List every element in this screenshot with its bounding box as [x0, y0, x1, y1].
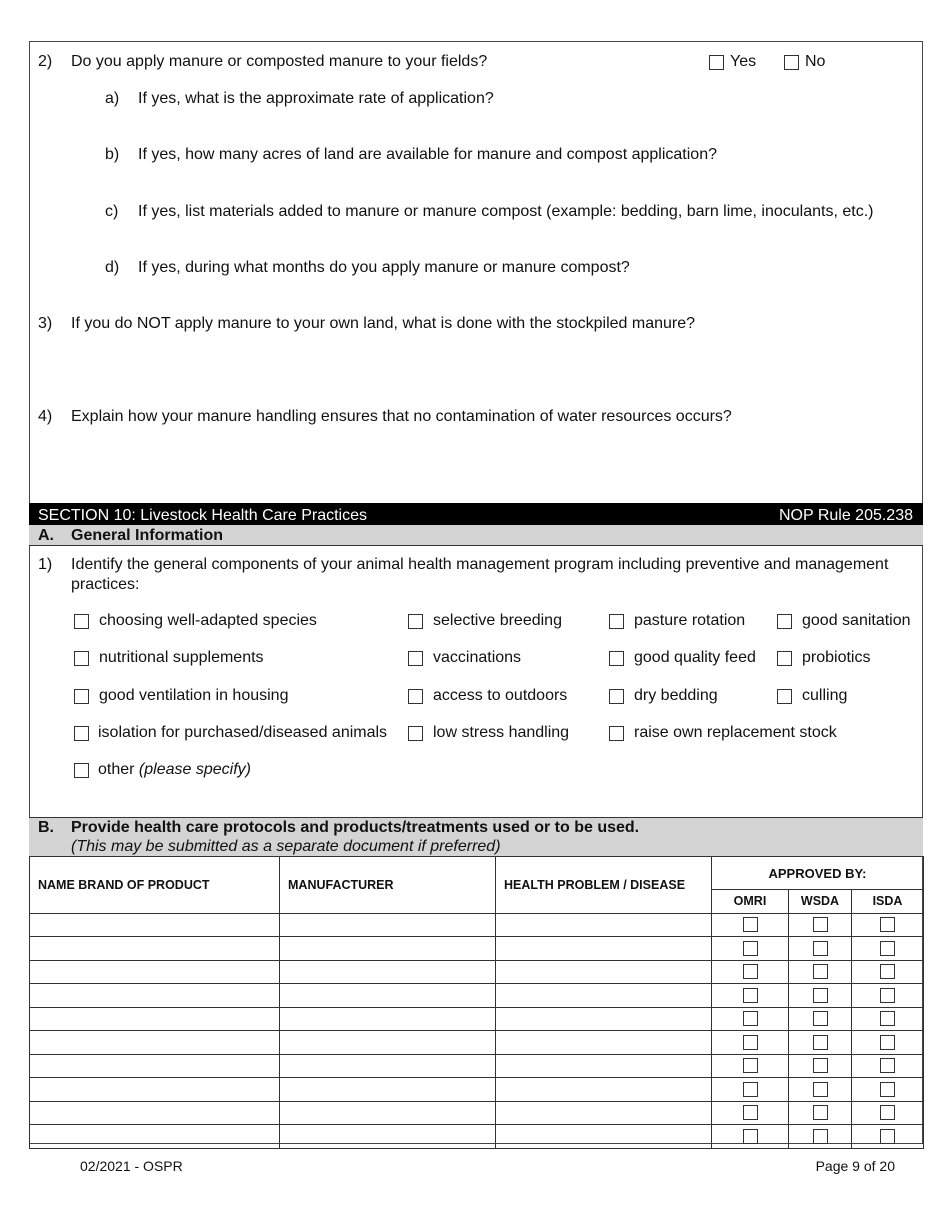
- q2c-letter: c): [105, 203, 119, 220]
- product-cell[interactable]: [30, 1125, 280, 1149]
- isda-cell: [852, 1078, 924, 1102]
- option-access-to-outdoors[interactable]: [408, 687, 567, 705]
- option-pasture-rotation[interactable]: [609, 612, 745, 630]
- q4-text: Explain how your manure handling ensures that no contamination of water resources occurs?: [71, 408, 732, 425]
- product-cell[interactable]: [30, 960, 280, 984]
- isda-cell: [852, 1031, 924, 1055]
- isda-cell: [852, 984, 924, 1008]
- option-label: choosing well-adapted species: [99, 612, 317, 629]
- isda-checkbox[interactable]: [880, 1035, 895, 1050]
- wsda-checkbox[interactable]: [813, 1129, 828, 1144]
- manufacturer-cell[interactable]: [280, 1031, 496, 1055]
- wsda-checkbox[interactable]: [813, 941, 828, 956]
- wsda-cell: [789, 984, 852, 1008]
- checkbox[interactable]: [408, 614, 423, 629]
- option-label: good sanitation: [802, 612, 911, 629]
- option-good-quality-feed[interactable]: [609, 649, 756, 667]
- q2c-text: If yes, list materials added to manure or manure compost (example: bedding, barn lime, inoculants, etc.): [138, 203, 874, 220]
- q3-number: 3): [38, 315, 53, 332]
- col-health-problem: HEALTH PROBLEM / DISEASE: [496, 857, 712, 914]
- checkbox[interactable]: [408, 689, 423, 704]
- omri-checkbox[interactable]: [743, 1035, 758, 1050]
- wsda-checkbox[interactable]: [813, 1035, 828, 1050]
- option-label: access to outdoors: [433, 687, 568, 704]
- manufacturer-cell[interactable]: [280, 1007, 496, 1031]
- isda-checkbox[interactable]: [880, 941, 895, 956]
- option-well-adapted-species[interactable]: [74, 612, 317, 630]
- omri-cell: [712, 1078, 789, 1102]
- table-row: [30, 960, 924, 984]
- checkbox[interactable]: [609, 689, 624, 704]
- omri-checkbox[interactable]: [743, 1105, 758, 1120]
- q3-text: If you do NOT apply manure to your own land, what is done with the stockpiled manure?: [71, 315, 696, 332]
- table-header-row: [30, 857, 924, 890]
- product-cell[interactable]: [30, 1054, 280, 1078]
- manufacturer-cell[interactable]: [280, 1054, 496, 1078]
- q2d-letter: d): [105, 259, 120, 276]
- manufacturer-cell[interactable]: [280, 1101, 496, 1125]
- health-problem-cell[interactable]: [496, 913, 712, 937]
- part-b-title: Provide health care protocols and products/treatments used or to be used.: [71, 819, 640, 836]
- option-label: vaccinations: [433, 649, 522, 666]
- manufacturer-cell[interactable]: [280, 913, 496, 937]
- omri-checkbox[interactable]: [743, 1082, 758, 1097]
- wsda-checkbox[interactable]: [813, 964, 828, 979]
- checkbox[interactable]: [408, 726, 423, 741]
- a-q1-text: Identify the general components of your animal health management program including preventive and management: [71, 556, 889, 573]
- col-product: NAME BRAND OF PRODUCT: [30, 857, 280, 914]
- col-omri: OMRI: [712, 890, 789, 914]
- omri-cell: [712, 913, 789, 937]
- q2-no-option[interactable]: [784, 53, 825, 71]
- option-label: nutritional supplements: [99, 649, 264, 666]
- option-label: culling: [802, 687, 848, 704]
- q2d-text: If yes, during what months do you apply manure or manure compost?: [138, 259, 630, 276]
- checkbox[interactable]: [74, 651, 89, 666]
- omri-checkbox[interactable]: [743, 988, 758, 1003]
- section-10-header: [29, 503, 923, 525]
- product-cell[interactable]: [30, 1101, 280, 1125]
- q2b-letter: b): [105, 146, 120, 163]
- col-wsda: WSDA: [789, 890, 852, 914]
- option-dry-bedding[interactable]: [609, 687, 718, 705]
- omri-checkbox[interactable]: [743, 1011, 758, 1026]
- option-label: selective breeding: [433, 612, 562, 629]
- isda-cell: [852, 937, 924, 961]
- manufacturer-cell[interactable]: [280, 960, 496, 984]
- part-a-divider: [29, 545, 923, 546]
- wsda-cell: [789, 960, 852, 984]
- option-other[interactable]: [74, 761, 251, 779]
- omri-cell: [712, 1101, 789, 1125]
- q2-yes-option[interactable]: [709, 53, 756, 71]
- isda-checkbox[interactable]: [880, 964, 895, 979]
- part-b-subtitle: (This may be submitted as a separate document if preferred): [71, 838, 501, 855]
- product-cell[interactable]: [30, 1031, 280, 1055]
- health-problem-cell[interactable]: [496, 960, 712, 984]
- manufacturer-cell[interactable]: [280, 937, 496, 961]
- product-cell[interactable]: [30, 1007, 280, 1031]
- q2a-letter: a): [105, 90, 120, 107]
- table-row: [30, 1101, 924, 1125]
- checkbox[interactable]: [609, 614, 624, 629]
- omri-checkbox[interactable]: [743, 1129, 758, 1144]
- omri-cell: [712, 937, 789, 961]
- table-row: [30, 913, 924, 937]
- option-label: good ventilation in housing: [99, 687, 289, 704]
- omri-cell: [712, 1031, 789, 1055]
- wsda-cell: [789, 1078, 852, 1102]
- other-hint: (please specify): [138, 761, 251, 778]
- isda-checkbox[interactable]: [880, 1082, 895, 1097]
- table-row: [30, 1078, 924, 1102]
- other-label: other: [98, 761, 135, 778]
- table-row: [30, 984, 924, 1008]
- section-10-rule: NOP Rule 205.238: [778, 507, 913, 524]
- option-good-ventilation[interactable]: [74, 687, 288, 705]
- option-probiotics[interactable]: [777, 649, 870, 667]
- manufacturer-cell[interactable]: [280, 1125, 496, 1149]
- products-table: [29, 856, 924, 1149]
- health-problem-cell[interactable]: [496, 984, 712, 1008]
- a-q1-number: 1): [38, 556, 53, 573]
- option-label: good quality feed: [634, 649, 756, 666]
- checkbox[interactable]: [408, 651, 423, 666]
- option-label: dry bedding: [634, 687, 718, 704]
- product-cell[interactable]: [30, 913, 280, 937]
- option-label: [98, 761, 251, 779]
- wsda-checkbox[interactable]: [813, 1011, 828, 1026]
- wsda-cell: [789, 913, 852, 937]
- part-b-letter: B.: [38, 819, 54, 836]
- omri-cell: [712, 1054, 789, 1078]
- health-problem-cell[interactable]: [496, 1031, 712, 1055]
- q4-number: 4): [38, 408, 53, 425]
- isda-cell: [852, 913, 924, 937]
- checkbox[interactable]: [609, 651, 624, 666]
- isda-checkbox[interactable]: [880, 1058, 895, 1073]
- isda-cell: [852, 1125, 924, 1149]
- omri-cell: [712, 960, 789, 984]
- q2-no-label: No: [805, 53, 826, 70]
- wsda-cell: [789, 937, 852, 961]
- table-row: [30, 1125, 924, 1149]
- option-label: pasture rotation: [634, 612, 746, 629]
- option-label: raise own replacement stock: [634, 724, 837, 741]
- part-a-title: General Information: [71, 527, 224, 544]
- a-q1-text-cont: practices:: [71, 576, 140, 593]
- q2-text: Do you apply manure or composted manure to your fields?: [71, 53, 488, 70]
- col-manufacturer: MANUFACTURER: [280, 857, 496, 914]
- table-row: [30, 1054, 924, 1078]
- isda-checkbox[interactable]: [880, 988, 895, 1003]
- health-problem-cell[interactable]: [496, 937, 712, 961]
- wsda-cell: [789, 1054, 852, 1078]
- part-a-letter: A.: [38, 527, 54, 544]
- checkbox[interactable]: [609, 726, 624, 741]
- checkbox[interactable]: [74, 689, 89, 704]
- footer-page-number: Page 9 of 20: [815, 1158, 895, 1174]
- wsda-checkbox[interactable]: [813, 917, 828, 932]
- isda-cell: [852, 1007, 924, 1031]
- wsda-cell: [789, 1101, 852, 1125]
- health-problem-cell[interactable]: [496, 1101, 712, 1125]
- product-cell[interactable]: [30, 1078, 280, 1102]
- option-label: low stress handling: [433, 724, 570, 741]
- wsda-checkbox[interactable]: [813, 1058, 828, 1073]
- table-row: [30, 937, 924, 961]
- q2-no-checkbox[interactable]: [784, 55, 799, 70]
- omri-cell: [712, 1125, 789, 1149]
- option-culling[interactable]: [777, 687, 847, 705]
- omri-checkbox[interactable]: [743, 964, 758, 979]
- col-isda: ISDA: [852, 890, 924, 914]
- option-label: probiotics: [802, 649, 871, 666]
- isda-checkbox[interactable]: [880, 1129, 895, 1144]
- option-nutritional-supplements[interactable]: [74, 649, 264, 667]
- health-problem-cell[interactable]: [496, 1007, 712, 1031]
- omri-checkbox[interactable]: [743, 941, 758, 956]
- wsda-cell: [789, 1007, 852, 1031]
- isda-checkbox[interactable]: [880, 1011, 895, 1026]
- wsda-cell: [789, 1031, 852, 1055]
- option-selective-breeding[interactable]: [408, 612, 562, 630]
- checkbox[interactable]: [777, 689, 792, 704]
- isda-cell: [852, 1101, 924, 1125]
- wsda-checkbox[interactable]: [813, 988, 828, 1003]
- option-label: isolation for purchased/diseased animals: [98, 724, 388, 741]
- col-approved-by: APPROVED BY:: [712, 857, 924, 890]
- isda-cell: [852, 1054, 924, 1078]
- wsda-checkbox[interactable]: [813, 1105, 828, 1120]
- isda-checkbox[interactable]: [880, 1105, 895, 1120]
- option-vaccinations[interactable]: [408, 649, 521, 667]
- omri-cell: [712, 984, 789, 1008]
- option-low-stress-handling[interactable]: [408, 724, 569, 742]
- checkbox[interactable]: [777, 614, 792, 629]
- table-row: [30, 1007, 924, 1031]
- q2a-text: If yes, what is the approximate rate of application?: [138, 90, 494, 107]
- q2b-text: If yes, how many acres of land are available for manure and compost application?: [138, 146, 717, 163]
- health-problem-cell[interactable]: [496, 1125, 712, 1149]
- health-problem-cell[interactable]: [496, 1054, 712, 1078]
- section-10-title: SECTION 10: Livestock Health Care Practices: [38, 507, 368, 524]
- manufacturer-cell[interactable]: [280, 1078, 496, 1102]
- product-cell[interactable]: [30, 984, 280, 1008]
- option-raise-own-replacement-stock[interactable]: [609, 724, 837, 742]
- checkbox[interactable]: [74, 614, 89, 629]
- wsda-checkbox[interactable]: [813, 1082, 828, 1097]
- checkbox[interactable]: [74, 763, 89, 778]
- isda-checkbox[interactable]: [880, 917, 895, 932]
- isda-cell: [852, 960, 924, 984]
- omri-cell: [712, 1007, 789, 1031]
- checkbox[interactable]: [74, 726, 89, 741]
- manufacturer-cell[interactable]: [280, 984, 496, 1008]
- product-cell[interactable]: [30, 937, 280, 961]
- wsda-cell: [789, 1125, 852, 1149]
- option-isolation[interactable]: [74, 724, 387, 742]
- q2-yes-label: Yes: [730, 53, 757, 70]
- table-row: [30, 1031, 924, 1055]
- health-problem-cell[interactable]: [496, 1078, 712, 1102]
- omri-checkbox[interactable]: [743, 1058, 758, 1073]
- omri-checkbox[interactable]: [743, 917, 758, 932]
- checkbox[interactable]: [777, 651, 792, 666]
- q2-number: 2): [38, 53, 53, 70]
- footer-date-code: 02/2021 - OSPR: [80, 1158, 183, 1174]
- option-good-sanitation[interactable]: [777, 612, 911, 630]
- q2-yes-checkbox[interactable]: [709, 55, 724, 70]
